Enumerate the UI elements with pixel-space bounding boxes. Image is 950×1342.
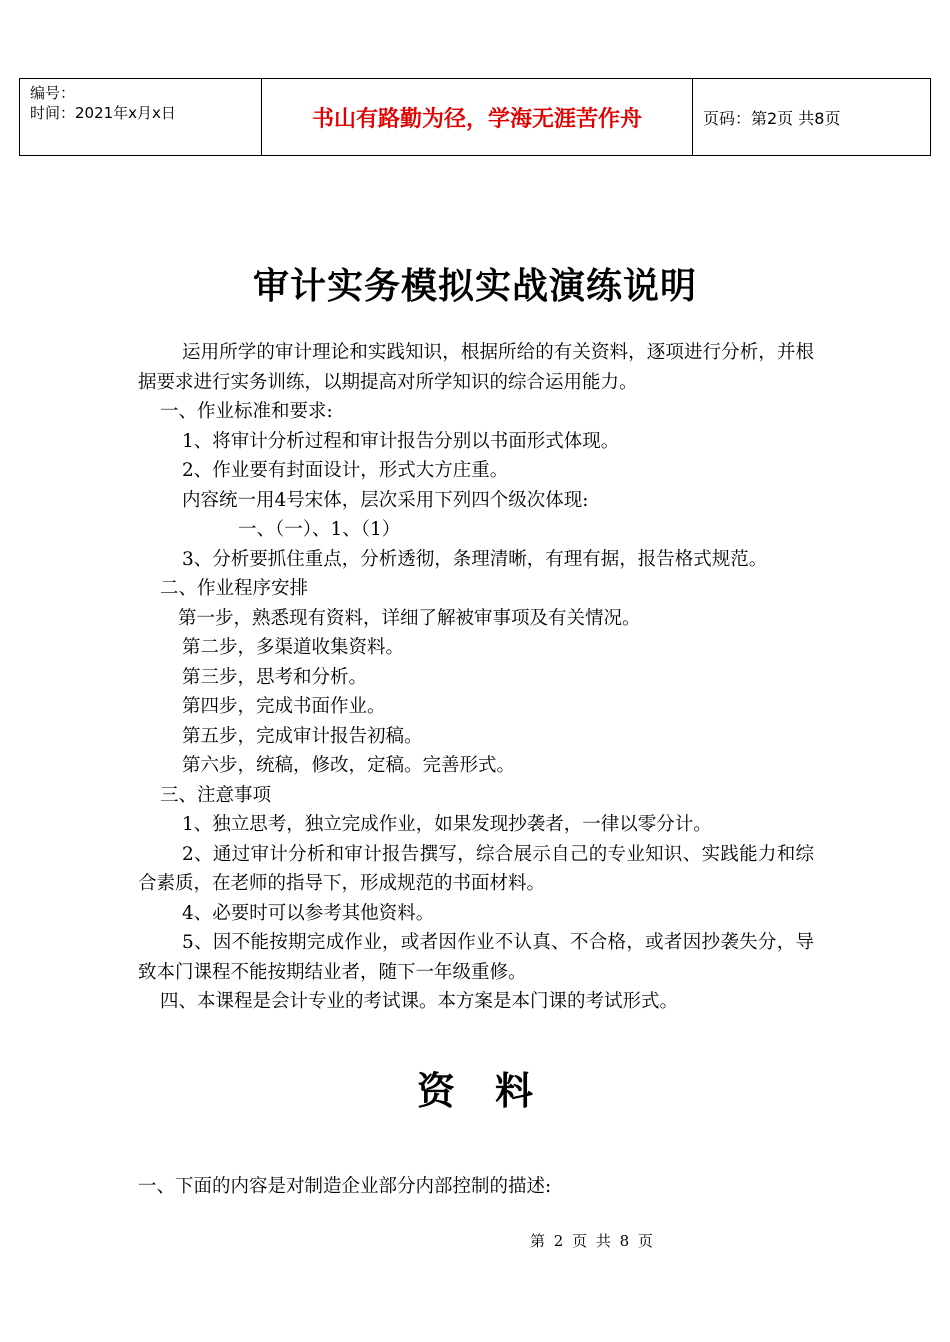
document-body [138, 338, 814, 1017]
list-item: 第二步，多渠道收集资料。 [182, 637, 405, 658]
list-item: 5、因不能按期完成作业，或者因作业不认真、不合格，或者因抄袭失分，导致本门课程不能按期结业者，随下一年级重修。 [138, 932, 814, 983]
materials-intro: 一、下面的内容是对制造企业部分内部控制的描述: [138, 1176, 552, 1197]
document-time-label: 时间：2021年x月x日 [30, 104, 176, 122]
list-item: 3、分析要抓住重点，分析透彻，条理清晰，有理有据，报告格式规范。 [182, 548, 768, 570]
list-item: 第三步，思考和分析。 [182, 666, 368, 688]
document-number-label: 编号： [30, 84, 76, 102]
list-item: 第四步，完成书面作业。 [182, 696, 386, 717]
list-item: 1、独立思考，独立完成作业，如果发现抄袭者，一律以零分计。 [182, 814, 712, 835]
header-motto: 书山有路勤为径，学海无涯苦作舟 [262, 79, 693, 156]
list-item: 一、（一）、1、（1） [238, 519, 401, 540]
document-title: 审计实务模拟实战演练说明 [252, 265, 697, 307]
section-heading-4: 四、本课程是会计专业的考试课。本方案是本门课的考试形式。 [160, 991, 679, 1012]
list-item: 第一步，熟悉现有资料，详细了解被审事项及有关情况。 [178, 607, 641, 629]
document-header [19, 78, 931, 156]
header-meta [20, 79, 262, 156]
list-item: 4、必要时可以参考其他资料。 [182, 902, 435, 924]
materials-heading: 资料 [416, 1068, 573, 1113]
list-item: 第五步，完成审计报告初稿。 [182, 725, 423, 747]
header-page-info: 页码：第2页 共8页 [693, 79, 931, 156]
section-heading-1: 一、作业标准和要求: [160, 401, 333, 422]
list-item: 第六步，统稿，修改，定稿。完善形式。 [182, 755, 516, 776]
section-heading-3: 三、注意事项 [160, 784, 272, 806]
list-item: 内容统一用4号宋体，层次采用下列四个级次体现: [182, 489, 589, 511]
list-item: 1、将审计分析过程和审计报告分别以书面形式体现。 [182, 430, 620, 452]
page-footer: 第 2 页 共 8 页 [530, 1232, 655, 1250]
list-item: 2、通过审计分析和审计报告撰写，综合展示自己的专业知识、实践能力和综合素质，在老师的指导下，形成规范的书面材料。 [138, 843, 814, 894]
intro-paragraph: 运用所学的审计理论和实践知识，根据所给的有关资料，逐项进行分析，并根据要求进行实务训练，以期提高对所学知识的综合运用能力。 [138, 342, 814, 393]
list-item: 2、作业要有封面设计，形式大方庄重。 [182, 460, 509, 481]
section-heading-2: 二、作业程序安排 [160, 578, 309, 599]
